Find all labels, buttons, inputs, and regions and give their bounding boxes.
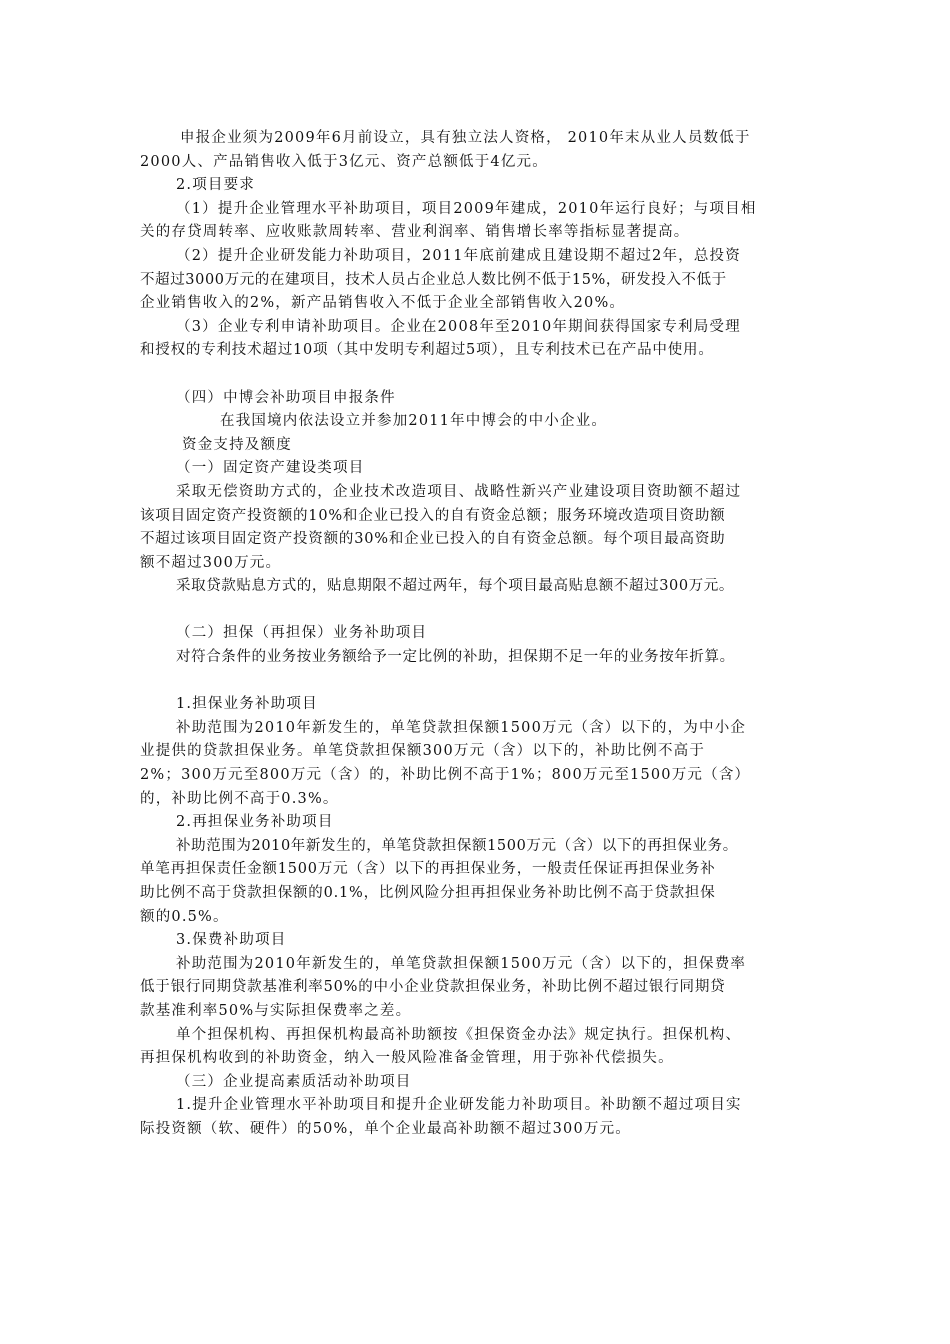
text-line: 低于银行同期贷款基准利率50%的中小企业贷款担保业务，补助比例不超过银行同期贷 <box>140 979 726 996</box>
document-body <box>140 127 820 1142</box>
text-line: 的，补助比例不高于0.3%。 <box>140 790 339 807</box>
text-line: 单笔再担保责任金额1500万元（含）以下的再担保业务，一般责任保证再担保业务补 <box>140 861 716 878</box>
text-line: （3）企业专利申请补助项目。企业在2008年至2010年期间获得国家专利局受理 <box>176 318 741 335</box>
text-line: 关的存贷周转率、应收账款周转率、营业利润率、销售增长率等指标显著提高。 <box>140 224 690 241</box>
text-line: 在我国境内依法设立并参加2011年中博会的中小企业。 <box>220 413 608 430</box>
text-line: （2）提升企业研发能力补助项目，2011年底前建成且建设期不超过2年，总投资 <box>176 247 741 264</box>
paragraph-gap <box>140 670 820 694</box>
text-line: 额不超过300万元。 <box>140 554 282 571</box>
section-heading: 1.担保业务补助项目 <box>176 696 318 713</box>
text-line: 补助范围为2010年新发生的，单笔贷款担保额1500万元（含）以下的再担保业务。 <box>176 837 738 854</box>
text-line: 补助范围为2010年新发生的，单笔贷款担保额1500万元（含）以下的，担保费率 <box>176 955 747 972</box>
text-line: 款基准利率50%与实际担保费率之差。 <box>140 1002 412 1019</box>
section-heading: 资金支持及额度 <box>182 436 292 453</box>
text-line: 业提供的贷款担保业务。单笔贷款担保额300万元（含）以下的，补助比例不高于 <box>140 743 706 760</box>
paragraph-gap <box>140 363 820 387</box>
text-line: 该项目固定资产投资额的10%和企业已投入的自有资金总额；服务环境改造项目资助额 <box>140 507 726 524</box>
text-line: 2000人、产品销售收入低于3亿元、资产总额低于4亿元。 <box>140 153 548 170</box>
text-line: 际投资额（软、硬件）的50%，单个企业最高补助额不超过300万元。 <box>140 1120 632 1137</box>
text-line: 单个担保机构、再担保机构最高补助额按《担保资金办法》规定执行。担保机构、 <box>176 1026 742 1043</box>
text-line: 不超过该项目固定资产投资额的30%和企业已投入的自有资金总额。每个项目最高资助 <box>140 531 726 548</box>
text-line: 助比例不高于贷款担保额的0.1%，比例风险分担再担保业务补助比例不高于贷款担保 <box>140 885 716 901</box>
text-line: 申报企业须为2009年6月前设立，具有独立法人资格， 2010年末从业人员数低于 <box>180 130 751 146</box>
text-line: （1）提升企业管理水平补助项目，项目2009年建成，2010年运行良好；与项目相 <box>176 200 757 217</box>
section-heading: （二）担保（再担保）业务补助项目 <box>176 625 428 642</box>
text-line: 额的0.5%。 <box>140 908 229 925</box>
text-line: 企业销售收入的2%，新产品销售收入不低于企业全部销售收入20%。 <box>140 295 626 312</box>
section-heading: （三）企业提高素质活动补助项目 <box>176 1073 412 1090</box>
section-heading: （四）中博会补助项目申报条件 <box>176 389 396 406</box>
section-heading: 2.项目要求 <box>176 177 256 194</box>
text-line: 采取贷款贴息方式的，贴息期限不超过两年，每个项目最高贴息额不超过300万元。 <box>176 578 734 595</box>
section-heading: （一）固定资产建设类项目 <box>176 460 365 477</box>
section-heading: 2.再担保业务补助项目 <box>176 814 334 831</box>
paragraph-gap <box>140 599 820 623</box>
section-heading: 3.保费补助项目 <box>176 932 287 949</box>
text-line: 再担保机构收到的补助资金，纳入一般风险准备金管理，用于弥补代偿损失。 <box>140 1050 674 1067</box>
text-line: 补助范围为2010年新发生的，单笔贷款担保额1500万元（含）以下的，为中小企 <box>176 719 747 736</box>
text-line: 对符合条件的业务按业务额给予一定比例的补助，担保期不足一年的业务按年折算。 <box>176 649 735 666</box>
text-line: 采取无偿资助方式的，企业技术改造项目、战略性新兴产业建设项目资助额不超过 <box>176 483 742 500</box>
text-line: 和授权的专利技术超过10项（其中发明专利超过5项），且专利技术已在产品中使用。 <box>140 342 714 359</box>
text-line: 不超过3000万元的在建项目，技术人员占企业总人数比例不低于15%，研发投入不低于 <box>140 271 727 288</box>
text-line: 2%；300万元至800万元（含）的，补助比例不高于1%；800万元至1500万元（含） <box>140 767 751 784</box>
text-line: 1.提升企业管理水平补助项目和提升企业研发能力补助项目。补助额不超过项目实 <box>176 1097 742 1114</box>
